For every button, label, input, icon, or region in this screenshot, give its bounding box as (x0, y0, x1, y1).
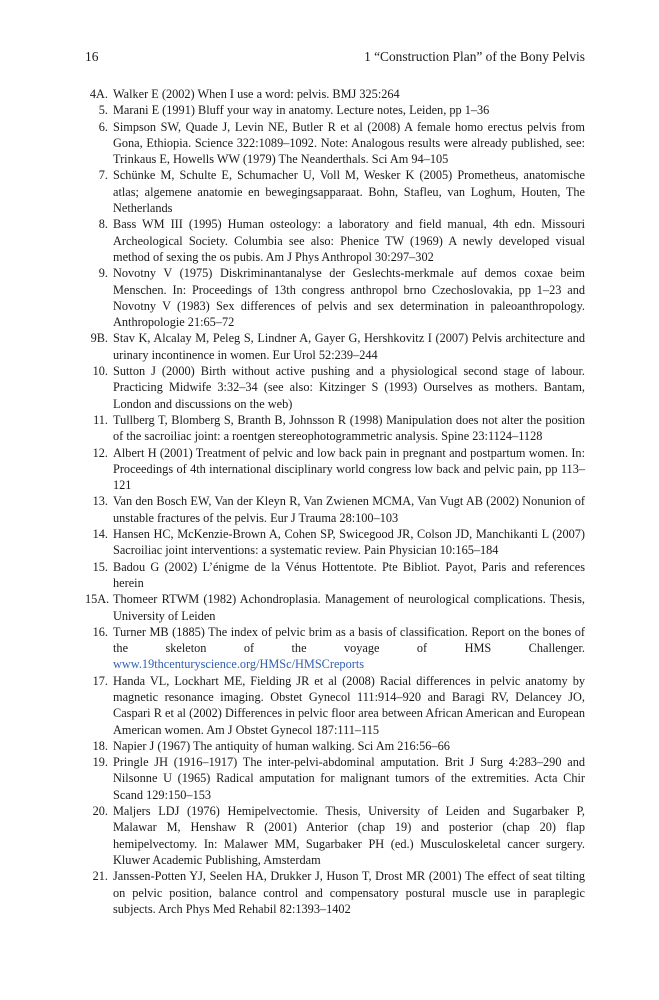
reference-item (85, 591, 585, 624)
reference-number: 14. (92, 527, 108, 542)
reference-item (85, 754, 585, 803)
reference-number: 8. (98, 217, 108, 232)
reference-number: 13. (92, 494, 108, 509)
reference-text: Schünke M, Schulte E, Schumacher U, Voll M, Wesker K (2005) Prometheus, anatomische atlas; algemene anatomie en bewegingsapparaat. Bohn, Stafleu, van Loghum, Houten, The Netherlands (113, 168, 585, 216)
reference-text: Van den Bosch EW, Van der Kleyn R, Van Zwienen MCMA, Van Vugt AB (2002) Nonunion of unstable fractures of the pelvis. Eur J Trauma 28:100–103 (113, 494, 585, 525)
reference-item (85, 102, 585, 118)
reference-item (85, 363, 585, 412)
reference-number: 19. (92, 755, 108, 770)
reference-number: 5. (98, 103, 108, 118)
running-title: 1 “Construction Plan” of the Bony Pelvis (364, 49, 585, 64)
reference-item (85, 86, 585, 102)
reference-item (85, 624, 585, 673)
reference-item (85, 330, 585, 363)
reference-number: 9. (98, 266, 108, 281)
reference-item (85, 493, 585, 526)
reference-item (85, 673, 585, 738)
reference-text: Thomeer RTWM (1982) Achondroplasia. Management of neurological complications. Thesis, University of Leiden (113, 592, 585, 623)
reference-number: 9B. (90, 331, 108, 346)
reference-item (85, 216, 585, 265)
reference-number: 6. (98, 119, 108, 134)
reference-item (85, 803, 585, 868)
reference-number: 12. (92, 445, 108, 460)
reference-text: Pringle JH (1916–1917) The inter-pelvi-abdominal amputation. Brit J Surg 4:283–290 and Nilsonne U (1965) Radical amputation for malignant tumors of the extremities. Acta Chir Scand 129:150–153 (113, 755, 585, 802)
reference-number: 16. (92, 624, 108, 639)
reference-text: Hansen HC, McKenzie-Brown A, Cohen SP, Swicegood JR, Colson JD, Manchikanti L (2007) Sacroiliac joint interventions: a systematic review. Pain Physician 10:165–184 (113, 527, 585, 558)
reference-text: Simpson SW, Quade J, Levin NE, Butler R et al (2008) A female homo erectus pelvis from Gona, Ethiopia. Science 322:1089–1092. Note: Analogous results were already published, see: Trinkaus E, Howells WW (1979) The Neanderthals. Sci Am 94–105 (113, 119, 585, 167)
reference-text: Tullberg T, Blomberg S, Branth B, Johnsson R (1998) Manipulation does not alter the position of the sacroiliac joint: a roentgen stereophotogrammetric analysis. Spine 23:1124–1128 (113, 412, 585, 444)
reference-number: 7. (98, 168, 108, 183)
reference-text: Walker E (2002) When I use a word: pelvis. BMJ 325:264 (113, 87, 400, 101)
reference-number: 15A. (85, 592, 110, 607)
reference-number: 21. (92, 869, 108, 884)
reference-number: 10. (92, 364, 108, 379)
reference-text: Sutton J (2000) Birth without active pushing and a physiological second stage of labour. Practicing Midwife 3:32–34 (see also: Kitzinger S (1993) Ourselves as mothers. Bantam, London and discussions on the web) (113, 364, 585, 411)
reference-item (85, 265, 585, 330)
reference-item (85, 167, 585, 216)
reference-item (85, 868, 585, 917)
reference-number: 11. (93, 412, 108, 427)
reference-item (85, 119, 585, 168)
reference-text: Maljers LDJ (1976) Hemipelvectomie. Thesis, University of Leiden and Sugarbaker P, Malawar M, Henshaw R (2001) Anterior (chap 19) and posterior (chap 20) flap hemipelvectomy. In: Malawer MM, Sugarbaker PH (ed.) Musculoskeletal cancer surgery. Kluwer Academic Publishing, Amsterdam (113, 804, 585, 867)
reference-number: 4A. (89, 87, 108, 101)
reference-number: 15. (92, 559, 108, 574)
reference-number: 17. (92, 673, 108, 688)
reference-list (85, 86, 585, 917)
reference-link[interactable]: www.19thcenturyscience.org/HMSc/HMSCreports (113, 657, 365, 672)
reference-text: Janssen-Potten YJ, Seelen HA, Drukker J, Huson T, Drost MR (2001) The effect of seat tilting on pelvic position, balance control and compensatory postural muscle use in paraplegic subjects. Arch Phys Med Rehabil 82:1393–1402 (113, 869, 585, 916)
reference-text: Badou G (2002) L’énigme de la Vénus Hottentote. Pte Bibliot. Payot, Paris and references herein (113, 559, 585, 590)
reference-number: 18. (92, 738, 108, 753)
reference-number: 20. (92, 804, 108, 819)
page-header (85, 49, 585, 67)
page-number: 16 (85, 49, 99, 64)
reference-text: Bass WM III (1995) Human osteology: a laboratory and field manual, 4th edn. Missouri Archeological Society. Columbia see also: Phenice TW (1969) A newly developed visual method of sexing the os pubis. Am J Phys Anthropol 30:297–302 (113, 217, 585, 264)
reference-text: Turner MB (1885) The index of pelvic brim as a basis of classification. Report on the bones of the skeleton of the voyage of HMS Challenger. (113, 624, 585, 656)
reference-item (85, 559, 585, 592)
reference-item (85, 412, 585, 445)
reference-item (85, 738, 585, 754)
reference-text: Novotny V (1975) Diskriminantanalyse der Geslechts-merkmale auf demos coxae beim Menschen. In: Proceedings of 13th congress anthropol brno Czechoslovakia, pp 1–23 and Novotny V (1983) Sex differences of pelvis and sex determination in paleoanthropology. Anthropologie 21:65–72 (113, 266, 585, 330)
reference-text: Albert H (2001) Treatment of pelvic and low back pain in pregnant and postpartum women. In: Proceedings of 4th international disciplinary world congress low back and pelvic pain, pp 113–121 (113, 445, 585, 493)
reference-item (85, 526, 585, 559)
reference-text: Handa VL, Lockhart ME, Fielding JR et al (2008) Racial differences in pelvic anatomy by magnetic resonance imaging. Obstet Gynecol 111:914–920 and Baragi RV, Delancey JO, Caspari R et al (2002) Differences in pelvic floor area between African American and European American women. Am J Obstet Gynecol 187:111–115 (113, 673, 585, 737)
reference-text: Napier J (1967) The antiquity of human walking. Sci Am 216:56–66 (113, 738, 450, 753)
reference-item (85, 445, 585, 494)
reference-text: Marani E (1991) Bluff your way in anatomy. Lecture notes, Leiden, pp 1–36 (113, 103, 490, 118)
reference-text: Stav K, Alcalay M, Peleg S, Lindner A, Gayer G, Hershkovitz I (2007) Pelvis architecture and urinary incontinence in women. Eur Urol 52:239–244 (113, 331, 585, 362)
